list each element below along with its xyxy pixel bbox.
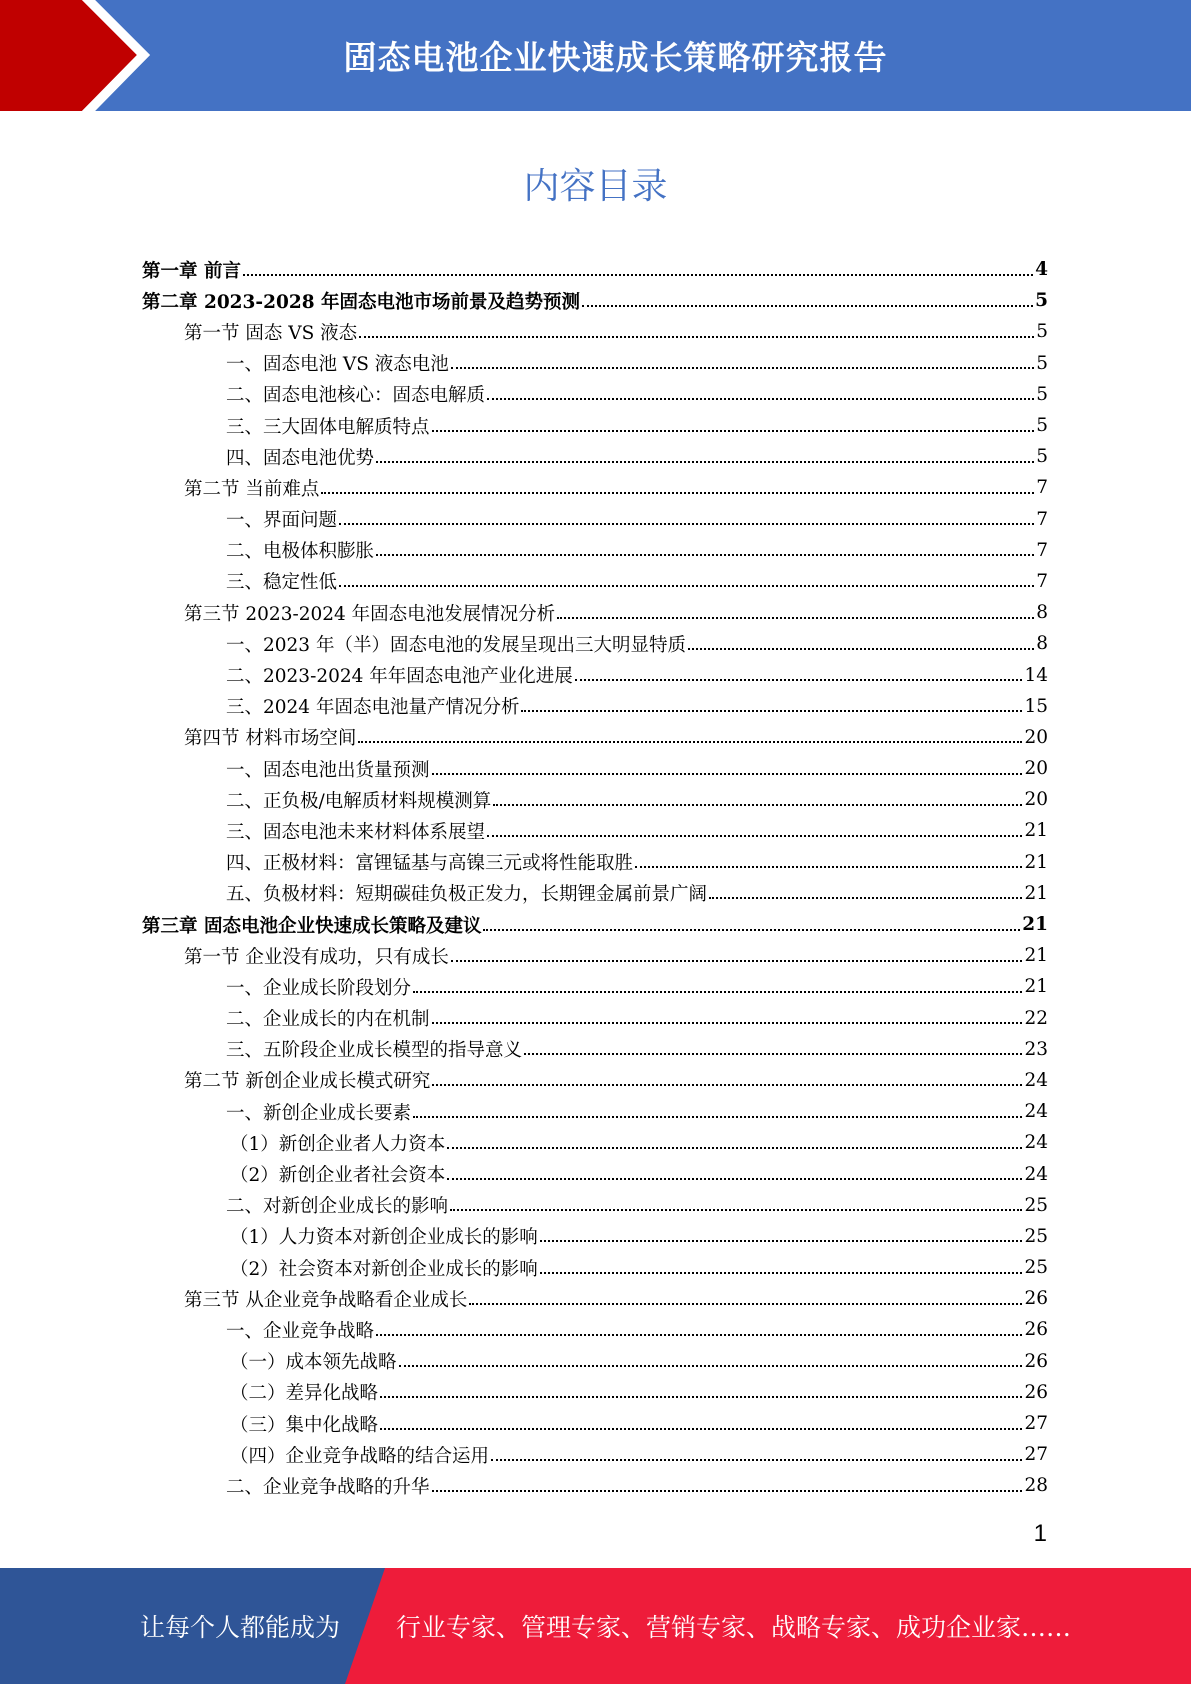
toc-entry-text: （2）社会资本对新创企业成长的影响 <box>230 1258 538 1280</box>
toc-entry-page: 25 <box>1024 1225 1048 1247</box>
toc-entry[interactable] <box>142 1003 1048 1034</box>
toc-entry-text: 第三节 2023-2024 年固态电池发展情况分析 <box>184 603 556 625</box>
toc-entry-text: 第二章 2023-2028 年固态电池市场前景及趋势预测 <box>142 291 581 313</box>
toc-entry-page: 26 <box>1024 1381 1048 1403</box>
toc-entry-text: （一）成本领先战略 <box>230 1352 397 1374</box>
toc-entry-page: 8 <box>1036 602 1048 624</box>
toc-entry-text: 五、负极材料：短期碳硅负极正发力，长期锂金属前景广阔 <box>226 884 708 906</box>
toc-entry[interactable] <box>142 815 1048 846</box>
toc-entry[interactable] <box>142 316 1048 347</box>
toc-entry-page: 28 <box>1024 1475 1048 1497</box>
toc-entry-page: 26 <box>1024 1350 1048 1372</box>
toc-dot-leader <box>380 1428 1022 1430</box>
toc-entry-page: 4 <box>1035 259 1048 281</box>
toc-dot-leader <box>635 866 1022 868</box>
toc-entry-page: 27 <box>1024 1444 1048 1466</box>
toc-entry-page: 20 <box>1024 726 1048 748</box>
toc-entry-page: 7 <box>1036 539 1048 561</box>
toc-entry-page: 5 <box>1036 383 1048 405</box>
toc-entry-text: 一、企业竞争战略 <box>226 1320 375 1342</box>
toc-entry-page: 20 <box>1024 789 1048 811</box>
toc-dot-leader <box>493 804 1022 806</box>
toc-entry-text: 第三章 固态电池企业快速成长策略及建议 <box>142 915 482 937</box>
toc-entry-page: 7 <box>1036 508 1048 530</box>
toc-entry[interactable] <box>142 348 1048 379</box>
toc-entry[interactable] <box>142 1314 1048 1345</box>
report-title: 固态电池企业快速成长策略研究报告 <box>343 38 888 77</box>
toc-entry[interactable] <box>142 847 1048 878</box>
toc-dot-leader <box>339 585 1034 587</box>
toc-entry[interactable] <box>142 909 1048 940</box>
toc-entry[interactable] <box>142 1252 1048 1283</box>
toc-dot-leader <box>524 1053 1022 1055</box>
toc-entry-text: 第四节 材料市场空间 <box>184 728 357 750</box>
toc-entry-page: 5 <box>1036 446 1048 468</box>
toc-entry-text: 二、对新创企业成长的影响 <box>226 1196 449 1218</box>
toc-entry-page: 21 <box>1024 945 1048 967</box>
toc-entry[interactable] <box>142 1283 1048 1314</box>
toc-dot-leader <box>413 1116 1022 1118</box>
footer-slogan-left: 让每个人都能成为 <box>140 1613 341 1642</box>
toc-entry-text: 第一章 前言 <box>142 260 241 282</box>
toc-entry[interactable] <box>142 1158 1048 1189</box>
toc-entry[interactable] <box>142 1470 1048 1501</box>
toc-entry-page: 26 <box>1024 1288 1048 1310</box>
toc-entry-text: （二）差异化战略 <box>230 1383 379 1405</box>
toc-dot-leader <box>483 929 1020 931</box>
toc-entry[interactable] <box>142 1221 1048 1252</box>
toc-entry-text: 第二节 新创企业成长模式研究 <box>184 1071 431 1093</box>
toc-dot-leader <box>432 1084 1022 1086</box>
toc-entry[interactable] <box>142 878 1048 909</box>
toc-entry-page: 21 <box>1024 882 1048 904</box>
toc-dot-leader <box>521 710 1022 712</box>
toc-entry-page: 5 <box>1036 321 1048 343</box>
toc-dot-leader <box>399 1365 1023 1367</box>
toc-entry[interactable] <box>142 1408 1048 1439</box>
toc-entry-text: （四）企业竞争战略的结合运用 <box>230 1445 490 1467</box>
toc-dot-leader <box>447 1178 1022 1180</box>
toc-entry-text: 第一节 固态 VS 液态 <box>184 322 358 344</box>
toc-entry-text: 四、正极材料：富锂锰基与高镍三元或将性能取胜 <box>226 853 634 875</box>
toc-dot-leader <box>243 274 1033 276</box>
toc-dot-leader <box>582 305 1033 307</box>
toc-entry-page: 21 <box>1022 914 1048 936</box>
page-header <box>0 0 1191 111</box>
toc-dot-leader <box>540 1240 1023 1242</box>
toc-entry-page: 25 <box>1024 1257 1048 1279</box>
toc-entry[interactable] <box>142 940 1048 971</box>
page-footer <box>0 1568 1191 1684</box>
toc-entry-page: 26 <box>1024 1319 1048 1341</box>
toc-entry-page: 22 <box>1024 1007 1048 1029</box>
toc-entry-page: 23 <box>1024 1038 1048 1060</box>
toc-entry[interactable] <box>142 1034 1048 1065</box>
toc-dot-leader <box>491 1459 1022 1461</box>
footer-slogan-right: 行业专家、管理专家、营销专家、战略专家、成功企业家…… <box>396 1613 1072 1642</box>
toc-dot-leader <box>432 1490 1023 1492</box>
toc-entry-page: 5 <box>1036 415 1048 437</box>
toc-entry[interactable] <box>142 472 1048 503</box>
toc-entry[interactable] <box>142 1096 1048 1127</box>
toc-entry-text: 一、固态电池 VS 液态电池 <box>226 354 449 376</box>
toc-entry-text: 二、2023-2024 年年固态电池产业化进展 <box>226 666 573 688</box>
toc-entry-text: 第一节 企业没有成功，只有成长 <box>184 946 449 968</box>
toc-entry-page: 24 <box>1024 1101 1048 1123</box>
toc-entry[interactable] <box>142 504 1048 535</box>
toc-entry-text: 二、固态电池核心：固态电解质 <box>226 385 486 407</box>
toc-entry-page: 14 <box>1024 664 1048 686</box>
toc-dot-leader <box>709 897 1022 899</box>
toc-dot-leader <box>432 430 1035 432</box>
toc-entry[interactable] <box>142 784 1048 815</box>
toc-entry-text: 一、界面问题 <box>226 510 338 532</box>
toc-entry-text: 一、新创企业成长要素 <box>226 1102 412 1124</box>
toc-dot-leader <box>359 336 1034 338</box>
toc-entry-text: 二、企业成长的内在机制 <box>226 1009 430 1031</box>
toc-entry-page: 21 <box>1024 976 1048 998</box>
toc-dot-leader <box>487 398 1034 400</box>
toc-entry-text: （1）人力资本对新创企业成长的影响 <box>230 1227 538 1249</box>
toc-entry[interactable] <box>142 379 1048 410</box>
toc-entry-text: （1）新创企业者人力资本 <box>230 1133 446 1155</box>
toc-entry[interactable] <box>142 566 1048 597</box>
toc-entry[interactable] <box>142 659 1048 690</box>
toc-entry-page: 21 <box>1024 851 1048 873</box>
toc-entry[interactable] <box>142 1190 1048 1221</box>
toc-entry-page: 24 <box>1024 1163 1048 1185</box>
toc-entry-text: 第二节 当前难点 <box>184 478 320 500</box>
toc-entry[interactable] <box>142 1065 1048 1096</box>
toc-entry[interactable] <box>142 254 1048 285</box>
toc-entry[interactable] <box>142 691 1048 722</box>
toc-dot-leader <box>487 835 1022 837</box>
toc-dot-leader <box>450 1209 1022 1211</box>
toc-entry-page: 20 <box>1024 758 1048 780</box>
toc-entry-text: 四、固态电池优势 <box>226 447 375 469</box>
toc-entry-text: 三、2024 年固态电池量产情况分析 <box>226 697 520 719</box>
toc-entry-text: 第三节 从企业竞争战略看企业成长 <box>184 1289 468 1311</box>
toc-entry-page: 5 <box>1035 290 1048 312</box>
table-of-contents <box>142 254 1048 1502</box>
toc-entry-page: 15 <box>1024 695 1048 717</box>
toc-dot-leader <box>376 554 1034 556</box>
toc-entry-page: 8 <box>1036 633 1048 655</box>
toc-entry-text: 一、2023 年（半）固态电池的发展呈现出三大明显特质 <box>226 634 686 656</box>
toc-dot-leader <box>557 617 1034 619</box>
toc-entry-text: （2）新创企业者社会资本 <box>230 1165 446 1187</box>
toc-dot-leader <box>413 991 1022 993</box>
toc-entry-text: 三、固态电池未来材料体系展望 <box>226 821 486 843</box>
toc-dot-leader <box>376 461 1034 463</box>
toc-entry[interactable] <box>142 1377 1048 1408</box>
toc-entry[interactable] <box>142 535 1048 566</box>
toc-entry[interactable] <box>142 971 1048 1002</box>
toc-entry[interactable] <box>142 441 1048 472</box>
toc-entry-page: 21 <box>1024 820 1048 842</box>
toc-entry[interactable] <box>142 410 1048 441</box>
toc-entry-text: （三）集中化战略 <box>230 1414 379 1436</box>
toc-entry[interactable] <box>142 285 1048 316</box>
toc-entry-text: 二、电极体积膨胀 <box>226 541 375 563</box>
toc-dot-leader <box>540 1272 1023 1274</box>
toc-dot-leader <box>575 679 1023 681</box>
toc-entry-page: 24 <box>1024 1132 1048 1154</box>
toc-entry-page: 7 <box>1036 477 1048 499</box>
toc-entry[interactable] <box>142 1127 1048 1158</box>
toc-entry-text: 三、五阶段企业成长模型的指导意义 <box>226 1040 523 1062</box>
toc-entry[interactable] <box>142 1439 1048 1470</box>
toc-dot-leader <box>688 648 1034 650</box>
toc-dot-leader <box>451 960 1023 962</box>
toc-dot-leader <box>469 1303 1022 1305</box>
toc-entry-page: 7 <box>1036 570 1048 592</box>
toc-dot-leader <box>376 1334 1022 1336</box>
toc-dot-leader <box>432 1022 1023 1024</box>
toc-dot-leader <box>451 367 1034 369</box>
toc-entry-page: 5 <box>1036 352 1048 374</box>
page-number: 1 <box>1033 1520 1047 1547</box>
toc-entry-page: 27 <box>1024 1413 1048 1435</box>
toc-entry-page: 24 <box>1024 1069 1048 1091</box>
toc-dot-leader <box>339 523 1034 525</box>
toc-entry[interactable] <box>142 597 1048 628</box>
toc-dot-leader <box>432 773 1023 775</box>
toc-entry-text: 一、固态电池出货量预测 <box>226 759 430 781</box>
toc-dot-leader <box>447 1147 1022 1149</box>
toc-title: 内容目录 <box>523 166 668 207</box>
toc-entry[interactable] <box>142 1346 1048 1377</box>
toc-dot-leader <box>321 492 1034 494</box>
toc-entry-text: 三、三大固体电解质特点 <box>226 416 430 438</box>
toc-entry-text: 二、企业竞争战略的升华 <box>226 1476 430 1498</box>
toc-entry[interactable] <box>142 722 1048 753</box>
toc-dot-leader <box>380 1396 1022 1398</box>
toc-dot-leader <box>358 741 1022 743</box>
toc-entry[interactable] <box>142 753 1048 784</box>
toc-entry-text: 三、稳定性低 <box>226 572 338 594</box>
toc-entry[interactable] <box>142 628 1048 659</box>
toc-entry-text: 一、企业成长阶段划分 <box>226 977 412 999</box>
toc-entry-text: 二、正负极/电解质材料规模测算 <box>226 790 492 812</box>
toc-entry-page: 25 <box>1024 1194 1048 1216</box>
